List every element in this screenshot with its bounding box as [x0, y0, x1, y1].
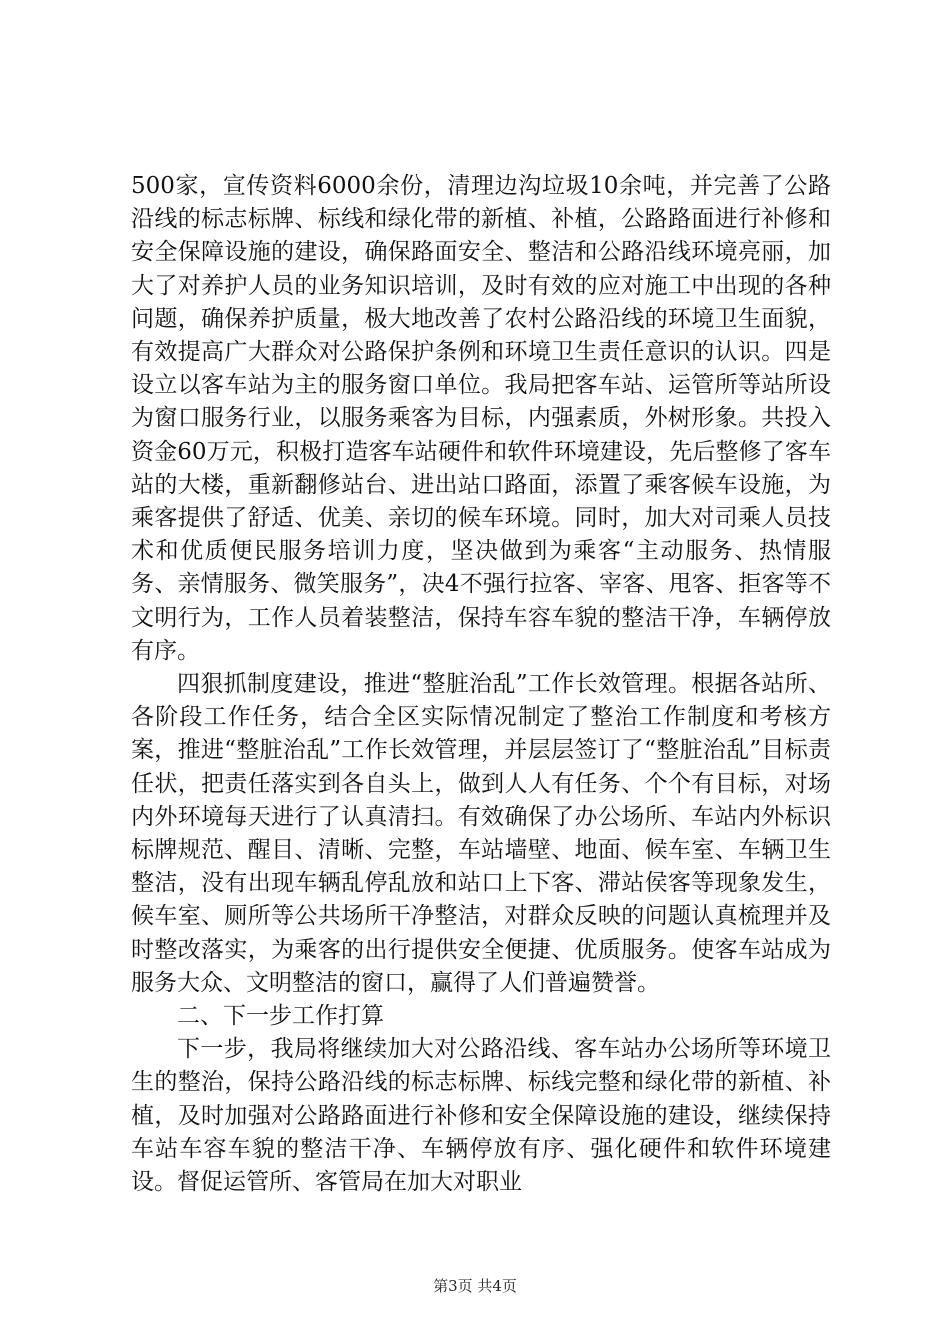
paragraph-system-building: 四狠抓制度建设，推进“整脏治乱”工作长效管理。根据各站所、各阶段工作任务，结合全区实际情况制定了整治工作制度和考核方案，推进“整脏治乱”工作长效管理，并层层签订了“整脏治乱”目标责任状，把责任落实到各自头上，做到人人有任务、个个有目标，对场内外环境每天进行了认真清扫。有效确保了办公场所、车站内外标识标牌规范、醒目、清晰、完整，车站墙壁、地面、候车室、车辆卫生整洁，没有出现车辆乱停乱放和站口上下客、滞站侯客等现象发生，候车室、厕所等公共场所干净整洁，对群众反映的问题认真梳理并及时整改落实，为乘客的出行提供安全便捷、优质服务。使客车站成为服务大众、文明整洁的窗口，赢得了人们普遍赞誉。	[131, 671, 831, 996]
paragraph-continuation: 500家，宣传资料6000余份，清理边沟垃圾10余吨，并完善了公路沿线的标志标牌、标线和绿化带的新植、补植，公路路面进行补修和安全保障设施的建设，确保路面安全、整洁和公路沿线环境亮丽，加大了对养护人员的业务知识培训，及时有效的应对施工中出现的各种问题，确保养护质量，极大地改善了农村公路沿线的环境卫生面貌，有效提高广大群众对公路保护条例和环境卫生责任意识的认识。四是设立以客车站为主的服务窗口单位。我局把客车站、运管所等站所设为窗口服务行业，以服务乘客为目标，内强素质，外树形象。共投入资金60万元，积极打造客车站硬件和软件环境建设，先后整修了客车站的大楼，重新翻修站台、进出站口路面，添置了乘客候车设施，为乘客提供了舒适、优美、亲切的候车环境。同时，加大对司乘人员技术和优质便民服务培训力度，坚决做到为乘客“主动服务、热情服务、亲情服务、微笑服务”，决4不强行拉客、宰客、甩客、拒客等不文明行为，工作人员着装整洁，保持车容车貌的整洁干净，车辆停放有序。	[131, 173, 831, 664]
section-heading-next-plan: 二、下一步工作打算	[177, 1003, 384, 1030]
document-body	[131, 170, 831, 1199]
page-footer: 第3页 共4页	[433, 1277, 517, 1295]
paragraph-next-steps: 下一步，我局将继续加大对公路沿线、客车站办公场所等环境卫生的整治，保持公路沿线的标志标牌、标线完整和绿化带的新植、补植，及时加强对公路路面进行补修和安全保障设施的建设，继续保持车站车容车貌的整洁干净、车辆停放有序、强化硬件和软件环境建设。督促运管所、客管局在加大对职业	[131, 1036, 831, 1196]
